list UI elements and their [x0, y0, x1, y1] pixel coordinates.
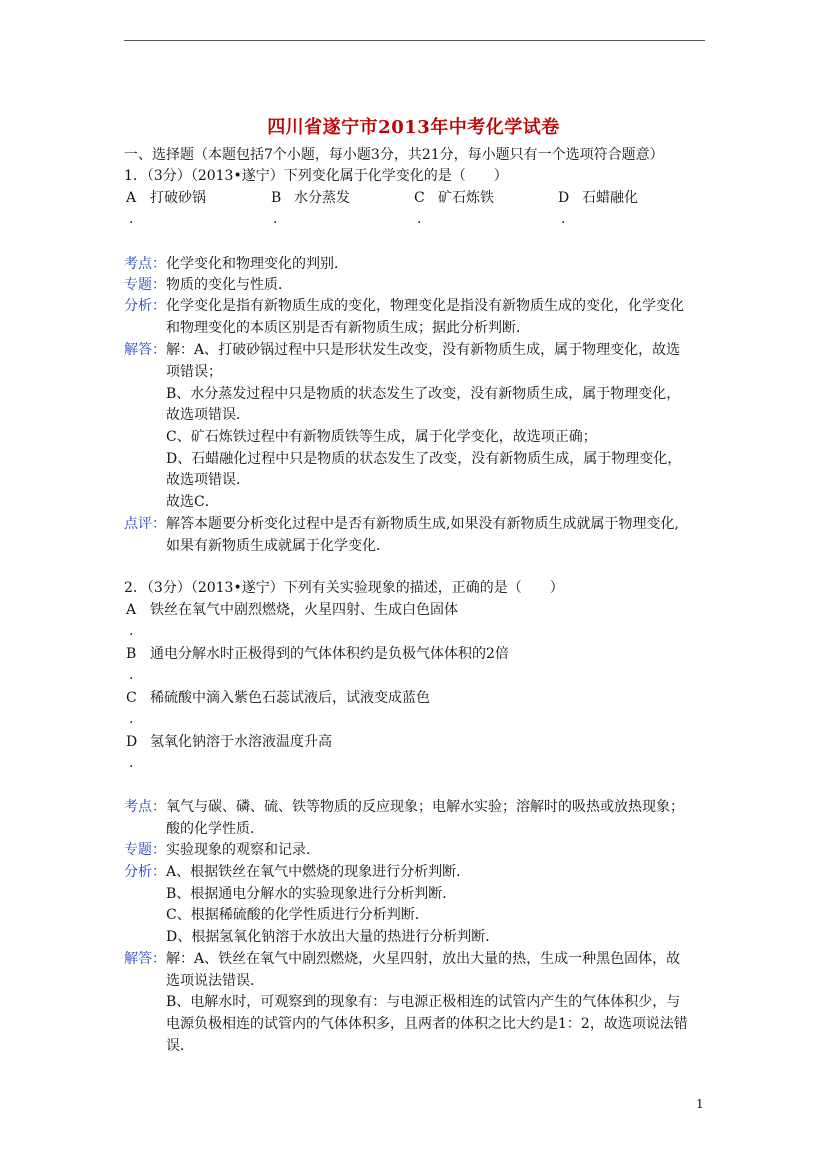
q1-dianping-line: 如果有新物质生成就属于化学变化．: [166, 538, 390, 554]
q2-jieda-line: 解：A、铁丝在氧气中剧烈燃烧，火星四射，放出大量的热，生成一种黑色固体，故: [166, 951, 681, 967]
q2-option-d-text: 氢氧化钠溶于水溶液温度升高: [150, 734, 332, 750]
q1-fenxi-line: 和物理变化的本质区别是否有新物质生成；据此分析判断．: [166, 320, 530, 336]
page-number: 1: [696, 1097, 704, 1111]
question-2-stem: 2．（3分）（2013•遂宁）下列有关实验现象的描述，正确的是（ ）: [124, 580, 564, 596]
q2-option-c-letter: C: [126, 690, 137, 706]
q1-jieda-line: 故选C．: [166, 494, 219, 510]
q2-option-a-text: 铁丝在氧气中剧烈燃烧，火星四射、生成白色固体: [150, 602, 458, 618]
q1-zhuanti-text: 物质的变化与性质．: [166, 277, 292, 293]
q1-jieda-line: 故选项错误．: [166, 472, 250, 488]
q1-option-a-text: 打破砂锅: [150, 190, 206, 206]
q2-kaodian-line: 氧气与碳、磷、硫、铁等物质的反应现象；电解水实验；溶解时的吸热或放热现象；: [166, 799, 684, 815]
option-dot: .: [417, 211, 422, 227]
option-dot: .: [129, 667, 134, 683]
q2-option-d-letter: D: [126, 734, 138, 750]
q2-jieda-label: 解答：: [124, 951, 166, 967]
q1-option-d-text: 石蜡融化: [582, 190, 638, 206]
q2-zhuanti-text: 实验现象的观察和记录．: [166, 842, 320, 858]
option-dot: .: [129, 755, 134, 771]
option-dot: .: [129, 711, 134, 727]
q2-jieda-line: 电源负极相连的试管内的气体体积多，且两者的体积之比大约是1：2，故选项说法错: [166, 1016, 688, 1032]
page-title: 四川省遂宁市2013年中考化学试卷: [267, 117, 560, 138]
option-dot: .: [273, 211, 278, 227]
q2-zhuanti-label: 专题：: [124, 842, 166, 858]
q1-jieda-line: 解：A、打破砂锅过程中只是形状发生改变，没有新物质生成，属于物理变化，故选: [166, 342, 681, 358]
q2-jieda-line: B、电解水时，可观察到的现象有：与电源正极相连的试管内产生的气体体积少，与: [166, 994, 681, 1010]
q2-fenxi-label: 分析：: [124, 864, 166, 880]
q1-jieda-label: 解答：: [124, 342, 166, 358]
q1-option-b-text: 水分蒸发: [294, 190, 350, 206]
q2-kaodian-line: 酸的化学性质．: [166, 821, 264, 837]
q1-option-c-letter: C: [414, 190, 425, 206]
q1-jieda-line: D、石蜡融化过程中只是物质的状态发生了改变，没有新物质生成，属于物理变化，: [166, 451, 682, 467]
q2-fenxi-line: C、根据稀硫酸的化学性质进行分析判断．: [166, 907, 429, 923]
q2-option-c-text: 稀硫酸中滴入紫色石蕊试液后，试液变成蓝色: [150, 690, 430, 706]
q2-fenxi-line: A、根据铁丝在氧气中燃烧的现象进行分析判断．: [166, 864, 471, 880]
q2-option-a-letter: A: [126, 602, 137, 618]
option-dot: .: [561, 211, 566, 227]
q2-jieda-line: 误．: [166, 1038, 194, 1054]
option-dot: .: [129, 623, 134, 639]
q2-jieda-line: 选项说法错误．: [166, 973, 264, 989]
q1-zhuanti-label: 专题：: [124, 277, 166, 293]
q2-fenxi-line: B、根据通电分解水的实验现象进行分析判断．: [166, 886, 457, 902]
question-1-stem: 1．（3分）（2013•遂宁）下列变化属于化学变化的是（ ）: [124, 168, 508, 184]
q1-jieda-line: 故选项错误．: [166, 407, 250, 423]
q1-dianping-label: 点评：: [124, 516, 166, 532]
q1-option-a-letter: A: [126, 190, 137, 206]
q1-kaodian-label: 考点：: [124, 256, 166, 272]
q1-dianping-line: 解答本题要分析变化过程中是否有新物质生成,如果没有新物质生成就属于物理变化,: [166, 516, 679, 532]
q1-jieda-line: C、矿石炼铁过程中有新物质铁等生成，属于化学变化，故选项正确；: [166, 429, 597, 445]
q1-fenxi-label: 分析：: [124, 298, 166, 314]
q1-jieda-line: B、水分蒸发过程中只是物质的状态发生了改变，没有新物质生成，属于物理变化，: [166, 386, 681, 402]
q1-fenxi-line: 化学变化是指有新物质生成的变化，物理变化是指没有新物质生成的变化，化学变化: [166, 298, 684, 314]
q2-option-b-letter: B: [126, 646, 137, 662]
q1-option-c-text: 矿石炼铁: [438, 190, 494, 206]
q1-option-b-letter: B: [271, 190, 282, 206]
q2-fenxi-line: D、根据氢氧化钠溶于水放出大量的热进行分析判断．: [166, 929, 500, 945]
section-heading: 一、选择题（本题包括7个小题，每小题3分，共21分，每小题只有一个选项符合题意）: [124, 147, 664, 163]
q1-option-d-letter: D: [558, 190, 570, 206]
q2-option-b-text: 通电分解水时正极得到的气体体积约是负极气体体积的2倍: [150, 646, 509, 662]
option-dot: .: [129, 211, 134, 227]
q1-jieda-line: 项错误；: [166, 364, 222, 380]
header-rule: [124, 40, 705, 41]
q2-kaodian-label: 考点：: [124, 799, 166, 815]
q1-kaodian-text: 化学变化和物理变化的判别．: [166, 256, 348, 272]
